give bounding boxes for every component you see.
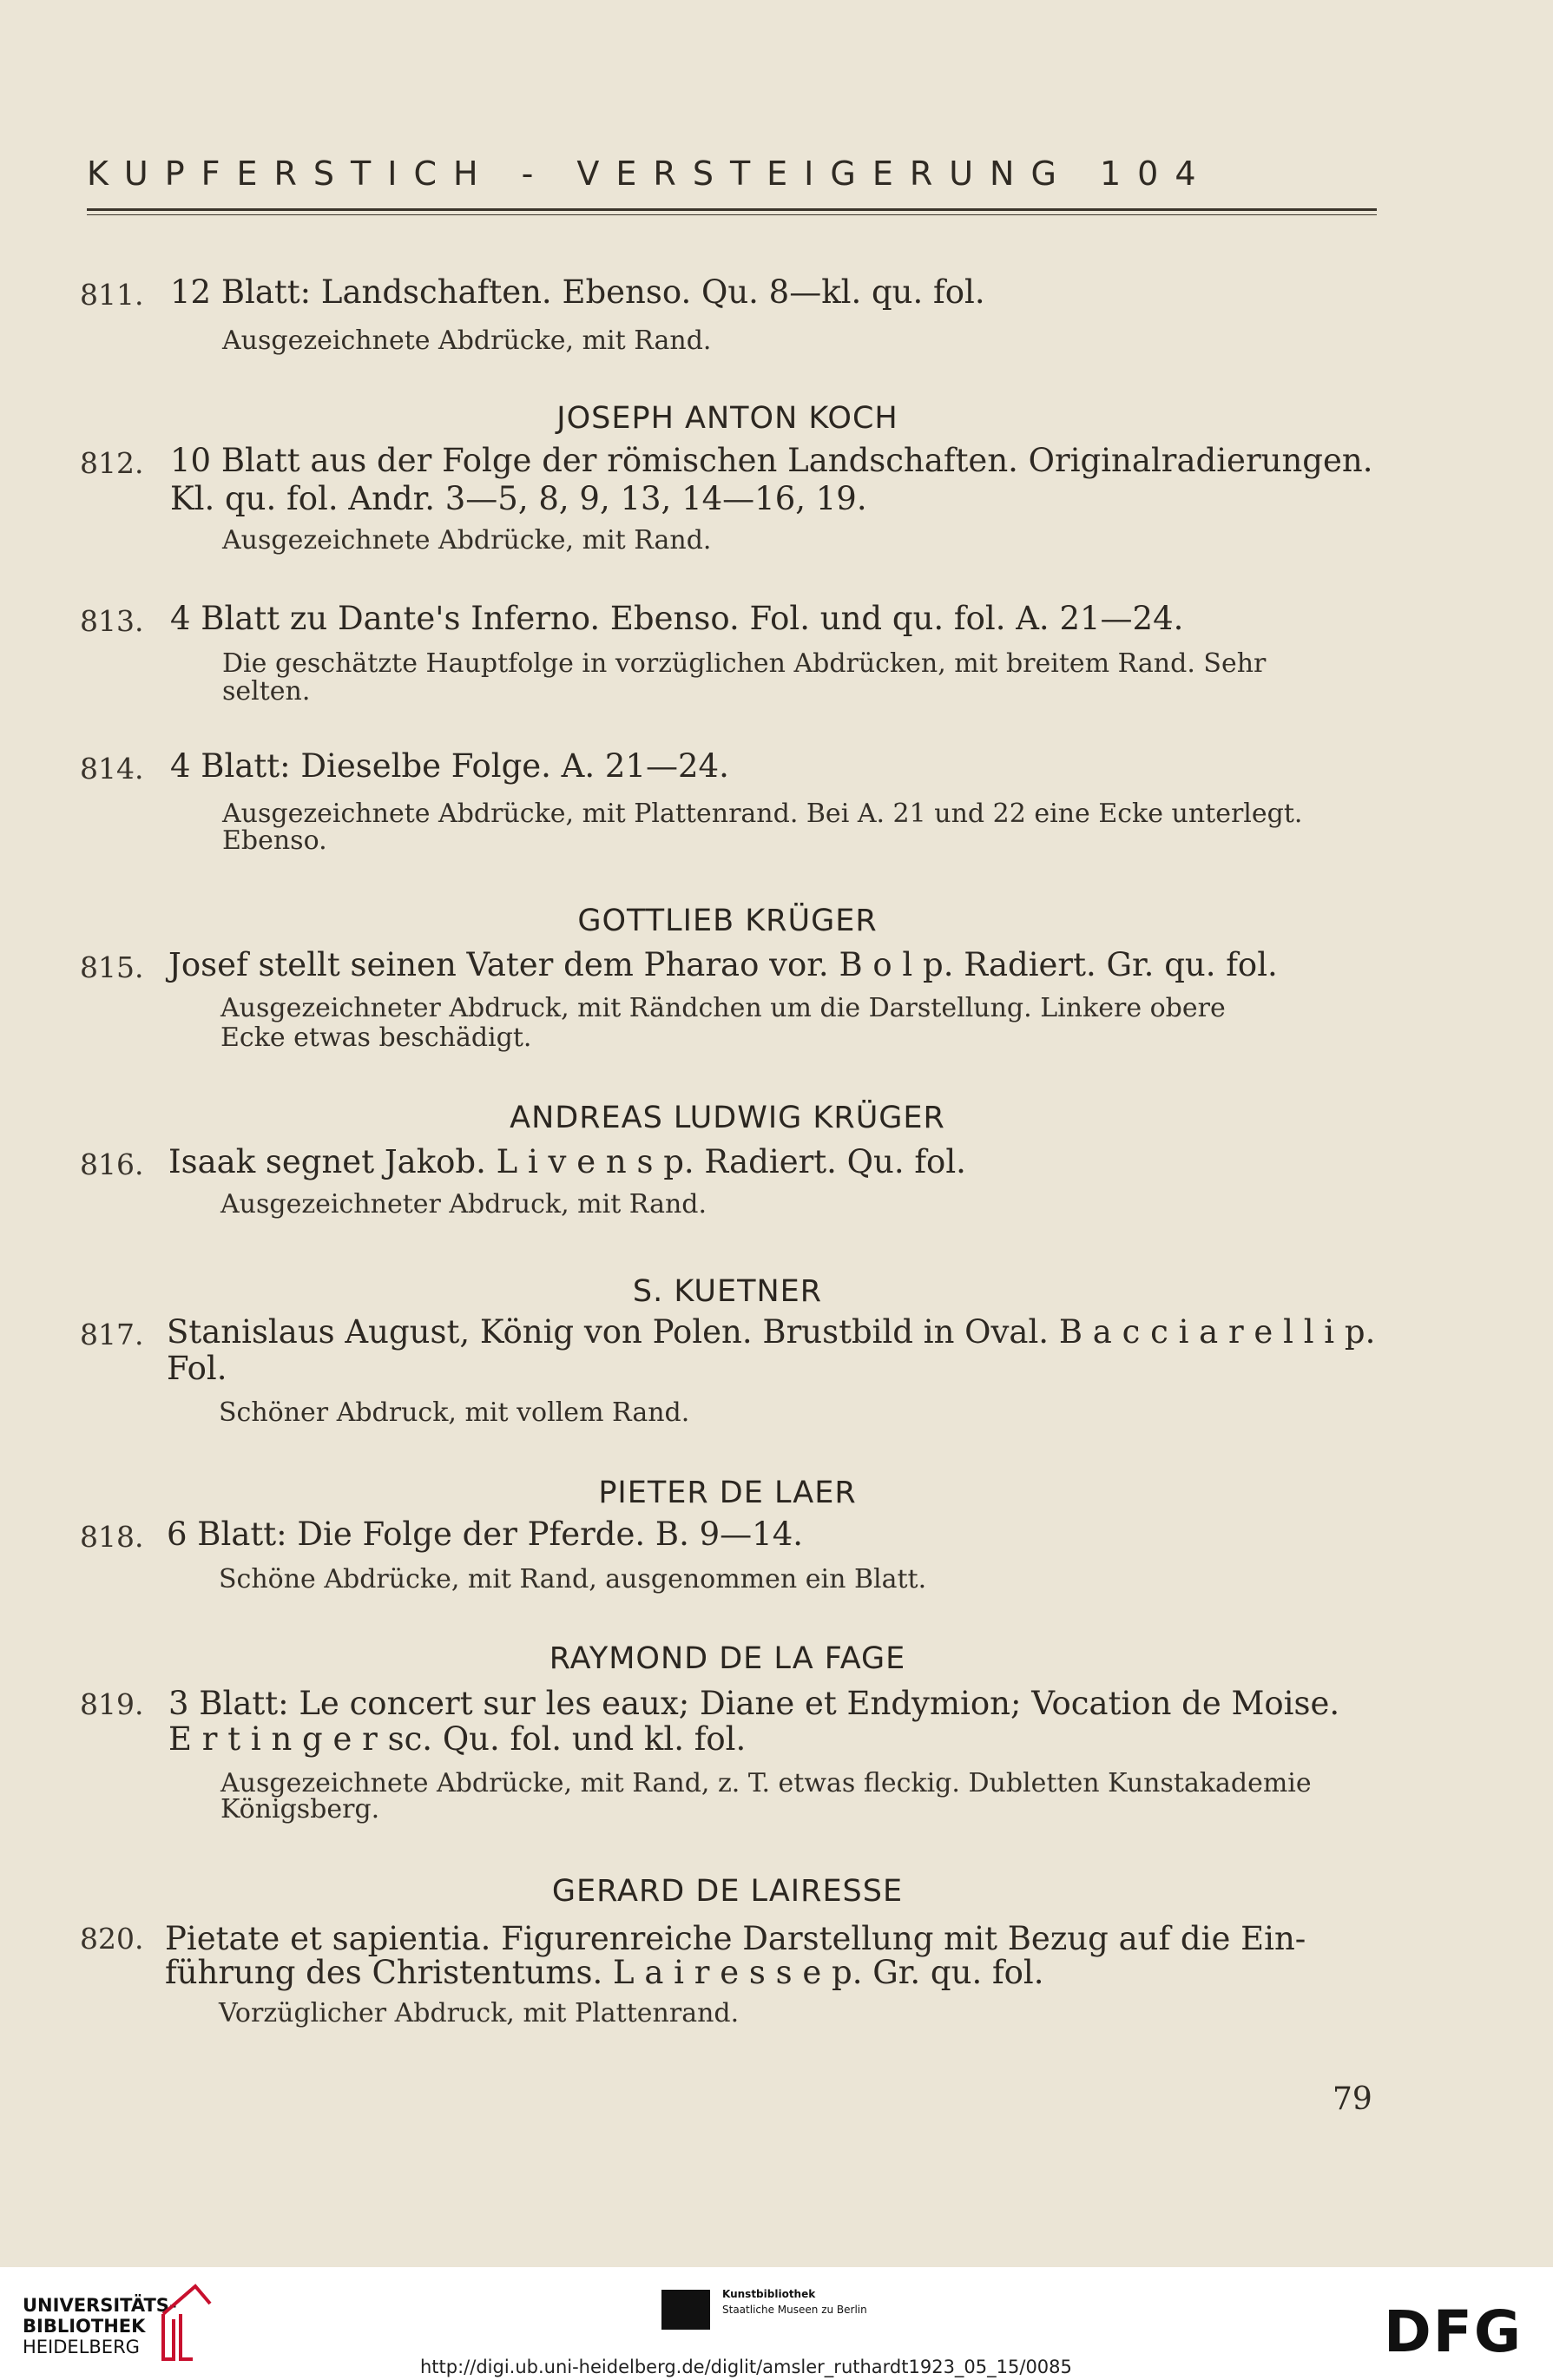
entry-text-cont: Kl. qu. fol. Andr. 3—5, 8, 9, 13, 14—16, 19.: [170, 480, 867, 517]
entry-number: 813.: [80, 604, 144, 638]
artist-heading: GOTTLIEB KRÜGER: [577, 904, 878, 938]
entry-note: Ausgezeichnete Abdrücke, mit Rand.: [222, 525, 712, 556]
header-rule-thin: [87, 214, 1377, 215]
artist-heading: GERARD DE LAIRESSE: [551, 1874, 904, 1909]
kb-logo-title: Kunstbibliothek: [722, 2288, 816, 2300]
running-head: KUPFERSTICH - VERSTEIGERUNG 104: [87, 155, 1213, 193]
entry-number: 819.: [80, 1687, 144, 1721]
entry-number: 816.: [80, 1147, 144, 1181]
kunstbibliothek-logo[interactable]: [722, 2286, 867, 2318]
ub-heidelberg-logo[interactable]: [23, 2295, 177, 2357]
entry-number: 818.: [80, 1520, 144, 1554]
artist-heading: PIETER DE LAER: [598, 1476, 857, 1510]
entry-note: Ausgezeichnete Abdrücke, mit Plattenrand. Bei A. 21 und 22 eine Ecke unterlegt.: [222, 799, 1303, 829]
entry-note-cont: Ecke etwas beschädigt.: [220, 1022, 532, 1053]
entry-note: Ausgezeichnete Abdrücke, mit Rand.: [222, 325, 712, 356]
entry-note-cont: selten.: [222, 676, 311, 707]
entry-note: Ausgezeichnete Abdrücke, mit Rand, z. T. etwas fleckig. Dubletten Kunstakademie: [220, 1768, 1312, 1798]
entry-text-cont: Fol.: [167, 1350, 227, 1387]
entry-note: Schöne Abdrücke, mit Rand, ausgenommen ein Blatt.: [219, 1564, 927, 1594]
entry-note-cont: Ebenso.: [222, 825, 327, 856]
dfg-logo[interactable]: DFG: [1384, 2298, 1523, 2365]
entry-note: Ausgezeichneter Abdruck, mit Rand.: [220, 1189, 707, 1220]
entry-note: Ausgezeichneter Abdruck, mit Rändchen um die Darstellung. Linkere obere: [220, 993, 1226, 1023]
artist-heading: ANDREAS LUDWIG KRÜGER: [510, 1101, 945, 1135]
permalink-url[interactable]: http://digi.ub.uni-heidelberg.de/diglit/amsler_ruthardt1923_05_15/0085: [420, 2357, 1072, 2377]
entry-text: Josef stellt seinen Vater dem Pharao vor. B o l p. Radiert. Gr. qu. fol.: [168, 946, 1278, 983]
entry-text: Stanislaus August, König von Polen. Brustbild in Oval. B a c c i a r e l l i p.: [167, 1313, 1376, 1351]
entry-text: Pietate et sapientia. Figurenreiche Darstellung mit Bezug auf die Ein-: [165, 1920, 1306, 1957]
digitization-footer: [0, 2267, 1553, 2380]
entry-text: 6 Blatt: Die Folge der Pferde. B. 9—14.: [167, 1515, 804, 1553]
entry-number: 820.: [80, 1922, 144, 1956]
entry-text: 10 Blatt aus der Folge der römischen Landschaften. Originalradierungen.: [170, 442, 1373, 479]
entry-number: 814.: [80, 752, 144, 786]
entry-text: Isaak segnet Jakob. L i v e n s p. Radiert. Qu. fol.: [168, 1143, 966, 1180]
kb-logo-subtitle: Staatliche Museen zu Berlin: [722, 2304, 867, 2316]
entry-text: 4 Blatt: Dieselbe Folge. A. 21—24.: [170, 747, 729, 785]
header-rule-thick: [87, 208, 1377, 211]
entry-number: 817.: [80, 1318, 144, 1351]
ub-logo-line: UNIVERSITÄTS-: [23, 2295, 177, 2316]
entry-text-cont: E r t i n g e r sc. Qu. fol. und kl. fol.: [168, 1720, 747, 1758]
page-number: 79: [1333, 2081, 1372, 2117]
entry-note: Die geschätzte Hauptfolge in vorzüglichen Abdrücken, mit breitem Rand. Sehr: [222, 648, 1267, 679]
entry-number: 815.: [80, 950, 144, 984]
entry-text: 4 Blatt zu Dante's Inferno. Ebenso. Fol. und qu. fol. A. 21—24.: [170, 600, 1184, 637]
entry-number: 812.: [80, 446, 144, 480]
kunstbibliothek-emblem-icon: [661, 2290, 710, 2330]
entry-text: 12 Blatt: Landschaften. Ebenso. Qu. 8—kl. qu. fol.: [170, 273, 985, 311]
entry-number: 811.: [80, 278, 144, 312]
ub-logo-line: HEIDELBERG: [23, 2337, 140, 2357]
entry-text-cont: führung des Christentums. L a i r e s s e p. Gr. qu. fol.: [165, 1954, 1044, 1991]
entry-note-cont: Königsberg.: [220, 1794, 380, 1824]
entry-text: 3 Blatt: Le concert sur les eaux; Diane et Endymion; Vocation de Moise.: [168, 1685, 1340, 1722]
ub-emblem-icon: [156, 2279, 217, 2366]
entry-note: Vorzüglicher Abdruck, mit Plattenrand.: [219, 1998, 740, 2028]
ub-logo-line: BIBLIOTHEK: [23, 2316, 146, 2337]
artist-heading: JOSEPH ANTON KOCH: [556, 401, 898, 436]
artist-heading: RAYMOND DE LA FAGE: [549, 1641, 906, 1676]
artist-heading: S. KUETNER: [632, 1274, 823, 1309]
entry-note: Schöner Abdruck, mit vollem Rand.: [219, 1397, 690, 1428]
